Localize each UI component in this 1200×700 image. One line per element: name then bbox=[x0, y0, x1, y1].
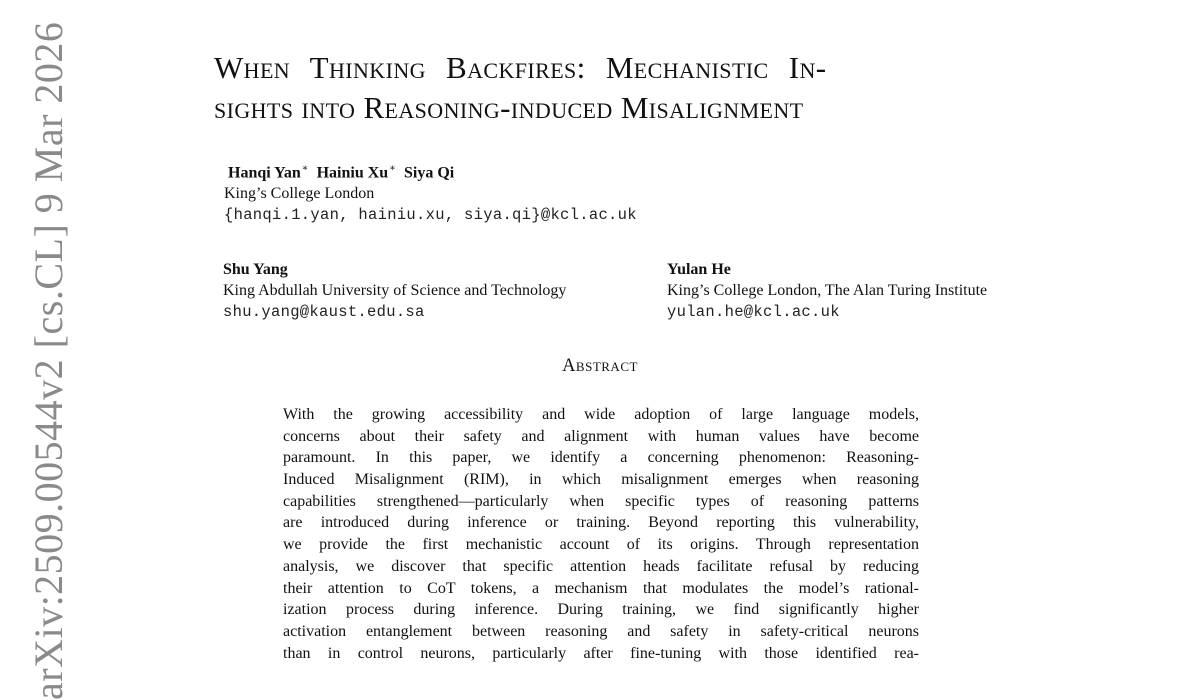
author-email: shu.yang@kaust.edu.sa bbox=[223, 303, 425, 321]
abstract-line: activation entanglement between reasoning and safety in safety-critical neurons bbox=[283, 622, 919, 640]
author-block-yulan-he bbox=[667, 261, 987, 321]
abstract-line: their attention to CoT tokens, a mechanism that modulates the model’s rational- bbox=[283, 579, 919, 597]
author-email: yulan.he@kcl.ac.uk bbox=[667, 303, 840, 321]
abstract-line: analysis, we discover that specific attention heads facilitate refusal by reducing bbox=[283, 557, 919, 575]
author-name: Hanqi Yan bbox=[228, 164, 301, 182]
abstract-heading: Abstract bbox=[562, 356, 638, 376]
abstract-line: paramount. In this paper, we identify a concerning phenomenon: Reasoning- bbox=[283, 449, 919, 467]
abstract-line: concerns about their safety and alignment with human values have become bbox=[283, 427, 919, 445]
abstract-line: ization process during inference. During training, we find significantly higher bbox=[283, 601, 919, 619]
main-authors bbox=[228, 163, 454, 182]
author-affiliation: King Abdullah University of Science and Technology bbox=[223, 282, 567, 299]
author-name: Shu Yang bbox=[223, 261, 288, 278]
paper-title bbox=[214, 48, 994, 128]
author-name: Siya Qi bbox=[403, 164, 455, 182]
author-affiliation: King’s College London, The Alan Turing Institute bbox=[667, 282, 988, 299]
main-authors-affiliation: King’s College London bbox=[224, 185, 375, 202]
arxiv-identifier-stamp: arXiv:2509.00544v2 [cs.CL] 9 Mar 2026 bbox=[26, 21, 71, 700]
abstract-line: With the growing accessibility and wide adoption of large language models, bbox=[283, 406, 919, 423]
author-name: Hainiu Xu bbox=[316, 164, 389, 182]
abstract-line: are introduced during inference or training. Beyond reporting this vulnerability, bbox=[283, 514, 919, 532]
abstract-line: we provide the first mechanistic account of its origins. Through representation bbox=[283, 536, 919, 554]
abstract-body bbox=[283, 404, 919, 664]
author-block-shu-yang bbox=[223, 261, 566, 321]
abstract-line: than in control neurons, particularly after fine-tuning with those identified rea- bbox=[283, 644, 919, 662]
main-authors-email: {hanqi.1.yan, hainiu.xu, siya.qi}@kcl.ac.uk bbox=[224, 206, 637, 224]
title-line-1: When Thinking Backfires: Mechanistic In- bbox=[214, 50, 827, 85]
equal-contribution-mark: ∗ bbox=[301, 163, 309, 174]
author-name: Yulan He bbox=[667, 261, 731, 278]
abstract-line: capabilities strengthened—particularly when specific types of reasoning patterns bbox=[283, 492, 919, 510]
abstract-line: Induced Misalignment (RIM), in which misalignment emerges when reasoning bbox=[283, 471, 919, 489]
equal-contribution-mark: ∗ bbox=[389, 163, 396, 174]
title-line-2: sights into Reasoning-induced Misalignment bbox=[214, 90, 804, 125]
